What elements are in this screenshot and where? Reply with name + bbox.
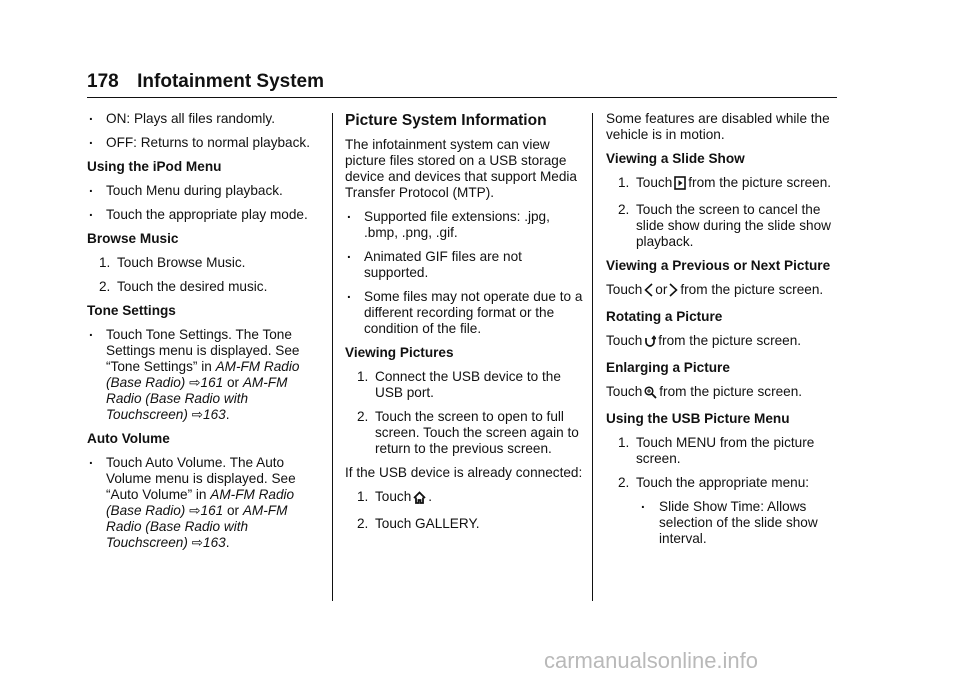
step-view-1: 1. Connect the USB device to the USB port.	[357, 369, 561, 400]
rotating-text: Touch from the picture screen.	[606, 333, 836, 352]
motion-note: Some features are disabled while the vehicle is in motion.	[606, 111, 830, 142]
step-menu-1: 1. Touch MENU from the picture screen.	[618, 435, 815, 466]
step-browse-1: 1. Touch Browse Music.	[99, 255, 246, 270]
bullet-on: . ON: Plays all files randomly.	[87, 111, 322, 127]
bullet-tone-settings: . Touch Tone Settings. The Tone Settings menu is displayed. See “Tone Settings” in AM-FM Radio (Base Radio) ⇨161 or AM-FM Radio (Base Radio with Touchscreen) ⇨163.	[87, 327, 322, 423]
section-title: Infotainment System	[137, 71, 325, 92]
column-divider-2	[592, 113, 593, 601]
previous-next-text: Touch or from the picture screen.	[606, 282, 836, 301]
zoom-icon	[644, 386, 657, 403]
bullet-auto-volume: . Touch Auto Volume. The Auto Volume menu is displayed. See “Auto Volume” in AM-FM Radio (Base Radio) ⇨161 or AM-FM Radio (Base Radio with Touchscreen) ⇨163.	[87, 455, 322, 551]
bullet-animated-gif: . Animated GIF files are not supported.	[345, 249, 585, 281]
page-number: 178	[87, 71, 119, 92]
step-view-4: 2. Touch GALLERY.	[357, 516, 480, 531]
column-divider-1	[332, 113, 333, 601]
link-am-fm-radio-touchscreen[interactable]: AM-FM Radio (Base Radio with Touchscreen)	[106, 503, 288, 550]
slideshow-icon	[674, 176, 686, 194]
bullet-some-files: . Some files may not operate due to a different recording format or the condition of the file.	[345, 289, 585, 337]
home-icon	[413, 491, 426, 508]
heading-browse-music: Browse Music	[87, 231, 179, 246]
step-slide-1: 1. Touch from the picture screen.	[606, 175, 836, 194]
heading-enlarging: Enlarging a Picture	[606, 360, 730, 375]
link-am-fm-radio[interactable]: AM-FM Radio (Base Radio)	[106, 487, 295, 518]
sub-bullet-slide-show-time: . Slide Show Time: Allows selection of the slide show interval.	[606, 499, 836, 547]
link-am-fm-radio-touchscreen[interactable]: AM-FM Radio (Base Radio with Touchscreen)	[106, 375, 288, 422]
heading-tone-settings: Tone Settings	[87, 303, 176, 318]
header-rule	[87, 97, 837, 98]
page-header	[87, 71, 837, 93]
column-3	[606, 111, 836, 555]
usb-connected-text: If the USB device is already connected:	[345, 465, 583, 480]
watermark: carmanualsonline.info	[544, 648, 759, 673]
heading-ipod-menu: Using the iPod Menu	[87, 159, 222, 174]
heading-viewing-pictures: Viewing Pictures	[345, 345, 454, 360]
column-2	[345, 111, 585, 540]
link-am-fm-radio[interactable]: AM-FM Radio (Base Radio)	[106, 359, 300, 390]
step-browse-2: 2. Touch the desired music.	[99, 279, 268, 294]
step-view-2: 2. Touch the screen to open to full screen. Touch the screen again to return to the previous screen.	[357, 409, 579, 456]
page-ref-arrow-icon: ⇨	[189, 503, 201, 518]
step-slide-2: 2. Touch the screen to cancel the slide show during the slide show playback.	[618, 202, 831, 249]
heading-usb-picture-menu: Using the USB Picture Menu	[606, 411, 790, 426]
step-menu-2: 2. Touch the appropriate menu:	[618, 475, 810, 490]
bullet-touch-menu: . Touch Menu during playback.	[87, 183, 322, 199]
chevron-left-icon	[644, 283, 653, 301]
column-1	[87, 111, 322, 559]
enlarging-text: Touch from the picture screen.	[606, 384, 836, 403]
heading-auto-volume: Auto Volume	[87, 431, 170, 446]
rotate-icon	[644, 334, 656, 352]
heading-rotating: Rotating a Picture	[606, 309, 723, 324]
chevron-right-icon	[669, 283, 678, 301]
bullet-play-mode: . Touch the appropriate play mode.	[87, 207, 322, 223]
page-ref-arrow-icon: ⇨	[189, 375, 201, 390]
page-ref-arrow-icon: ⇨	[191, 407, 204, 422]
heading-previous-next: Viewing a Previous or Next Picture	[606, 258, 831, 273]
page-ref-arrow-icon: ⇨	[191, 535, 204, 550]
intro-paragraph: The infotainment system can view picture files stored on a USB storage device and devices that support Media Transfer Protocol (MTP).	[345, 137, 577, 200]
bullet-off: . OFF: Returns to normal playback.	[87, 135, 322, 151]
bullet-file-extensions: . Supported file extensions: .jpg, .bmp, .png, .gif.	[345, 209, 585, 241]
heading-picture-system: Picture System Information	[345, 112, 547, 129]
step-view-3: 1. Touch .	[345, 489, 585, 508]
heading-slide-show: Viewing a Slide Show	[606, 151, 745, 166]
